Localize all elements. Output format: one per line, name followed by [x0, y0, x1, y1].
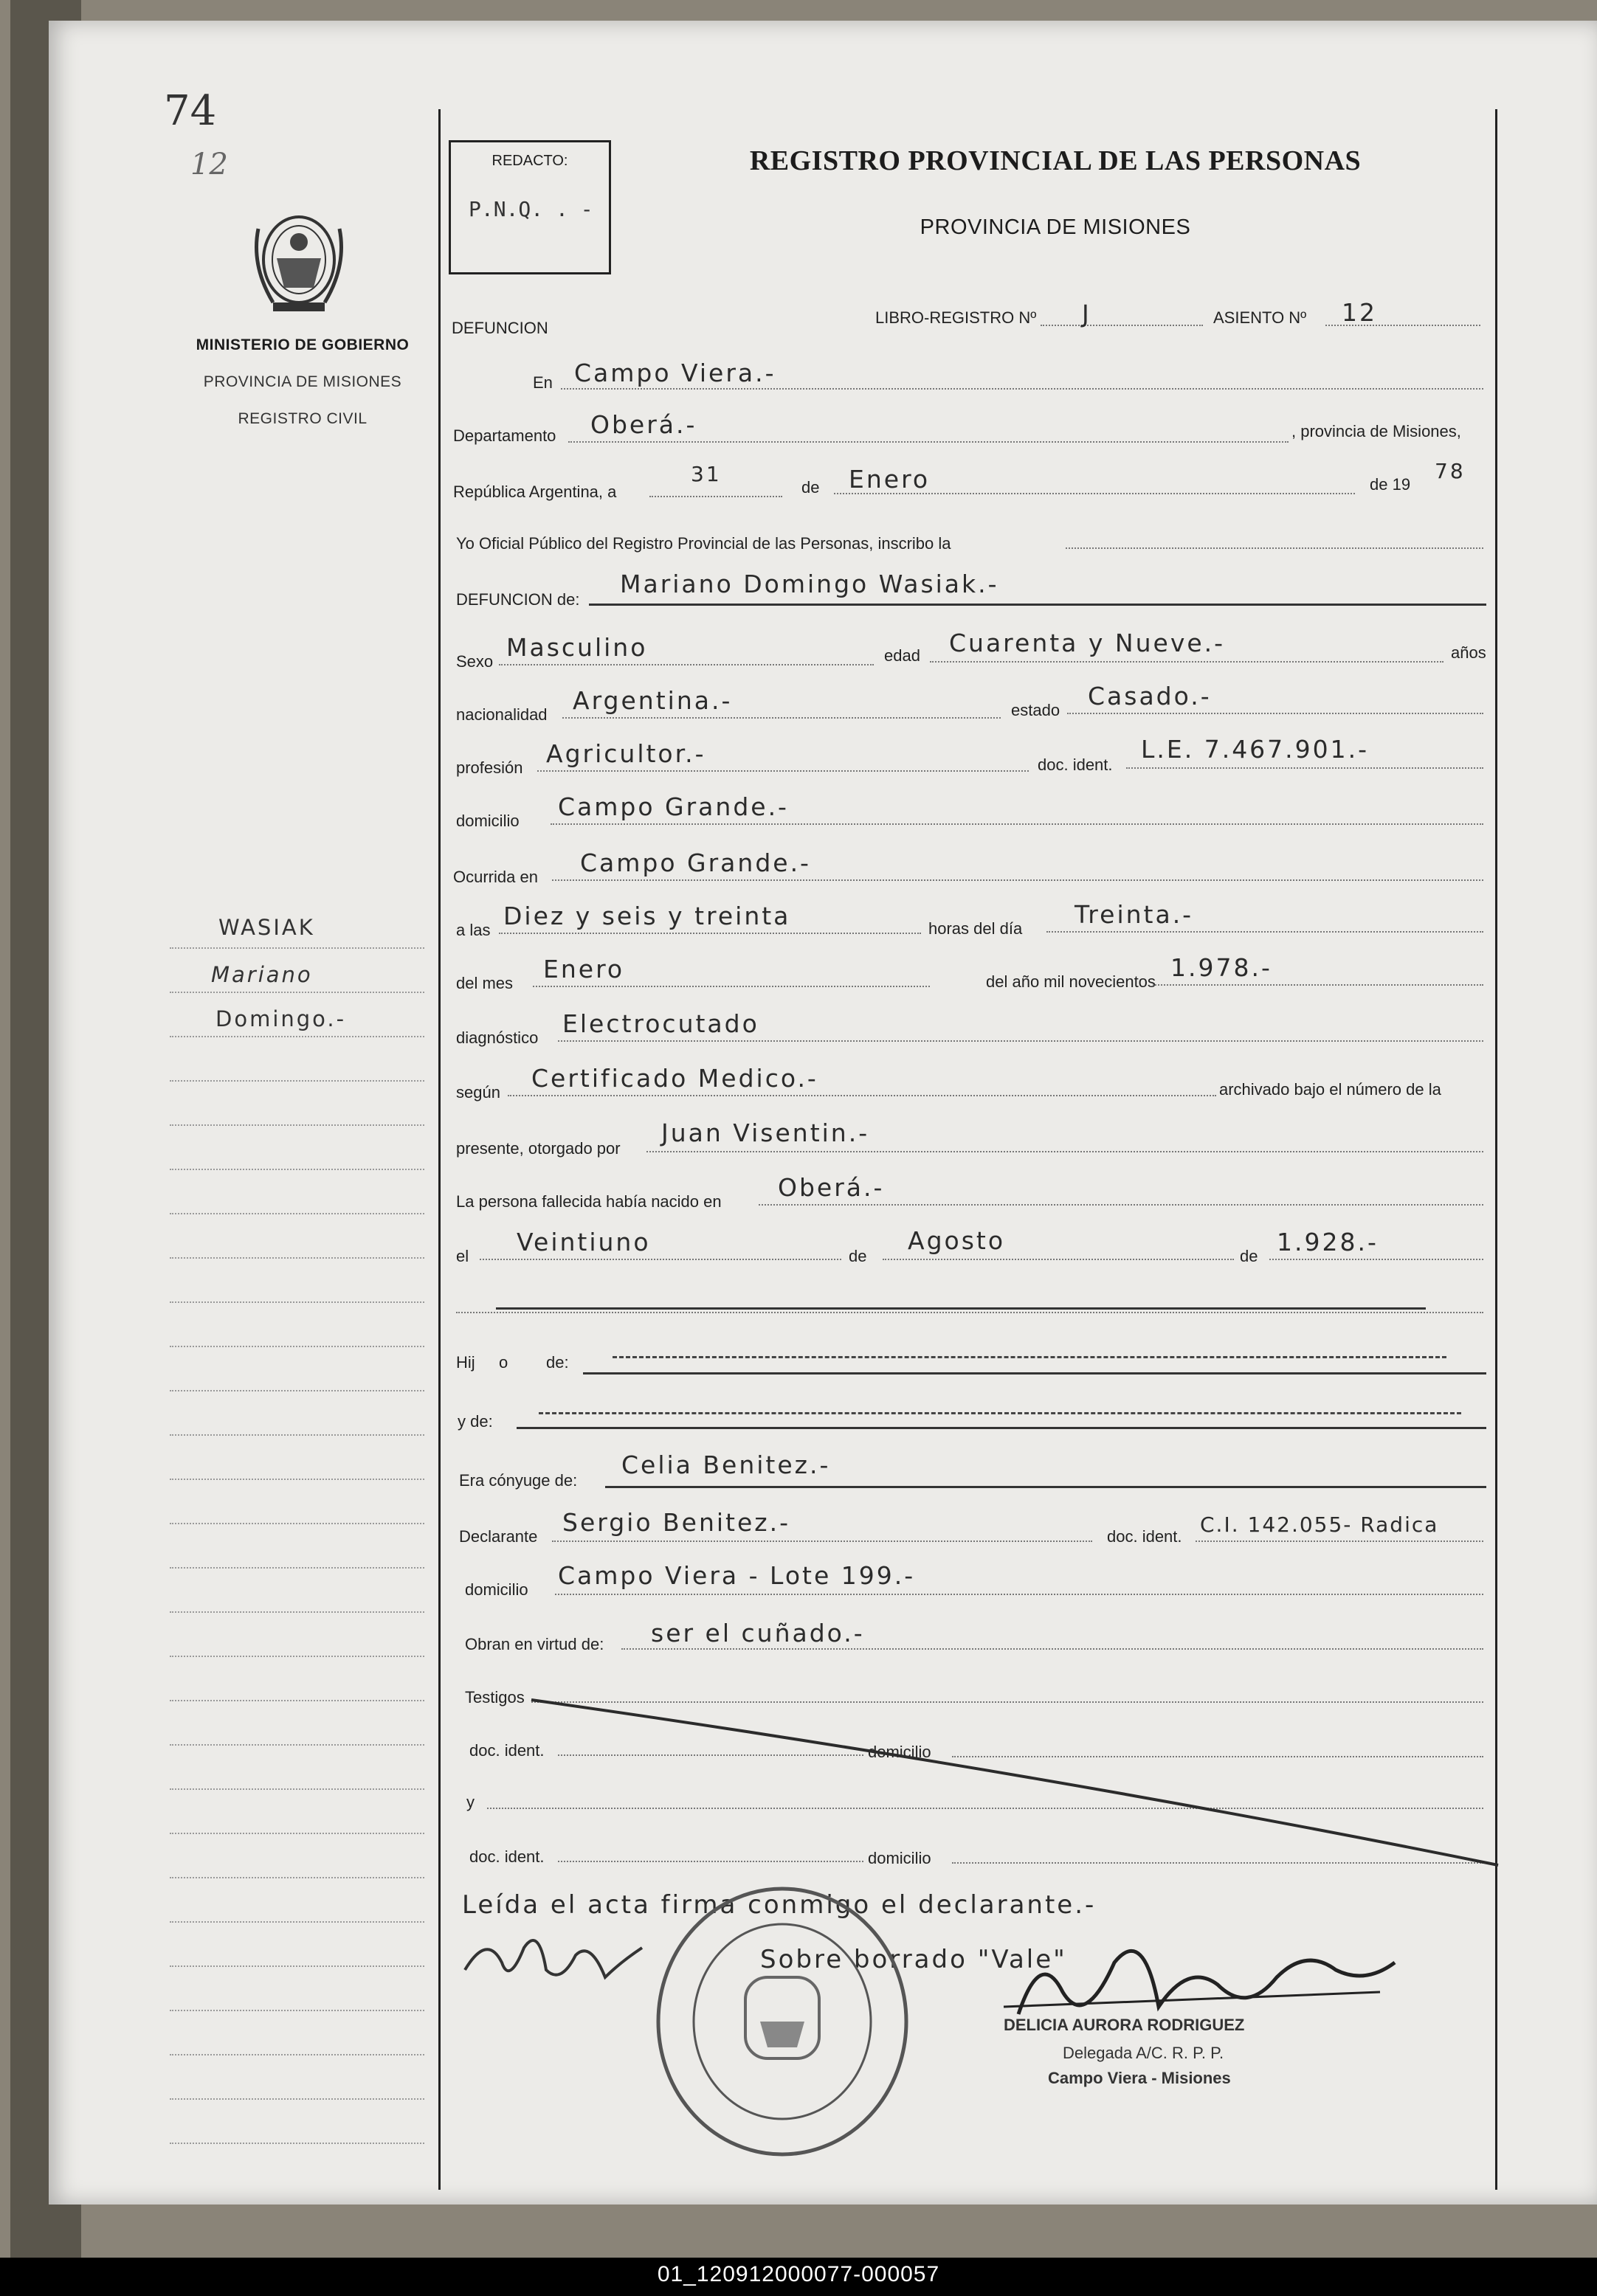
margin-rule [170, 1523, 424, 1524]
label-testigo2-domicilio: domicilio [868, 1849, 931, 1867]
nombre-value: Mariano Domingo Wasiak.- [620, 570, 999, 598]
nacionalidad-value: Argentina.- [573, 686, 733, 715]
label-doc-ident: doc. ident. [1038, 755, 1113, 774]
label-en: En [533, 373, 553, 392]
label-segun: según [456, 1083, 500, 1102]
anio-muerte-value: 1.978.- [1170, 953, 1272, 982]
ministry-title: MINISTERIO DE GOBIERNO [196, 336, 410, 353]
nacido-en-value: Oberá.- [778, 1173, 885, 1202]
official-role: Delegada A/C. R. P. P. [1063, 2044, 1224, 2062]
label-a-las: a las [456, 921, 491, 939]
label-declarante: Declarante [459, 1527, 538, 1546]
leida-text: Leída el acta firma conmigo el declarante.- [462, 1890, 1097, 1920]
margin-given1: Mariano [211, 962, 313, 987]
label-defuncion-type: DEFUNCION [452, 319, 548, 337]
label-edad: edad [884, 646, 920, 665]
margin-rule [170, 1346, 424, 1347]
dia-value: 31 [691, 462, 722, 486]
label-conyuge: Era cónyuge de: [459, 1471, 578, 1490]
conyuge-value: Celia Benitez.- [621, 1450, 831, 1479]
margin-rule [170, 2098, 424, 2100]
label-declarante-doc: doc. ident. [1107, 1527, 1182, 1546]
label-diagnostico: diagnóstico [456, 1028, 539, 1047]
label-de-year: de 19 [1370, 475, 1411, 494]
official-name: DELICIA AURORA RODRIGUEZ [1004, 2016, 1245, 2034]
margin-rule [170, 1301, 424, 1303]
declarante-domicilio-value: Campo Viera - Lote 199.- [558, 1561, 916, 1590]
otorgado-value: Juan Visentin.- [661, 1118, 870, 1147]
margin-rule [170, 1169, 424, 1170]
label-asiento: ASIENTO Nº [1213, 308, 1307, 327]
label-profesion: profesión [456, 758, 523, 777]
profesion-value: Agricultor.- [546, 739, 706, 768]
obran-value: ser el cuñado.- [651, 1619, 865, 1647]
libro-value: J [1082, 300, 1091, 328]
label-hij: Hij [456, 1353, 475, 1372]
label-testigo1-domicilio: domicilio [868, 1743, 931, 1761]
label-y-de: y de: [458, 1412, 493, 1431]
margin-rule [170, 1833, 424, 1834]
label-de-nac-year: de [1240, 1247, 1258, 1265]
margin-rule [170, 1877, 424, 1878]
margin-rule [170, 1656, 424, 1657]
margin-rule [170, 1036, 424, 1037]
label-declarante-domicilio: domicilio [465, 1580, 528, 1599]
label-de: de [801, 478, 820, 497]
redacto-label: REDACTO: [491, 153, 568, 169]
margin-rule [170, 1434, 424, 1436]
margin-rule [170, 1744, 424, 1746]
declarante-doc-value: C.I. 142.055- Radica [1200, 1512, 1439, 1537]
nac-mes-value: Agosto [908, 1226, 1006, 1255]
doc-ident-value: L.E. 7.467.901.- [1141, 735, 1370, 764]
margin-rule [170, 1788, 424, 1790]
hij-suffix: o [499, 1353, 508, 1372]
label-testigo2-doc: doc. ident. [469, 1847, 545, 1866]
edad-value: Cuarenta y Nueve.- [949, 629, 1226, 657]
margin-rule [170, 1965, 424, 1967]
margin-rule [170, 1390, 424, 1391]
label-nacionalidad: nacionalidad [456, 705, 548, 724]
margin-rule [170, 1257, 424, 1259]
label-de-nac: de [849, 1247, 867, 1265]
label-del-ano: del año mil novecientos [986, 972, 1156, 991]
margin-rule [170, 1479, 424, 1480]
margin-rule [170, 1080, 424, 1082]
departamento-value: Oberá.- [590, 410, 697, 439]
label-hij-de: de: [546, 1353, 569, 1372]
asiento-value: 12 [1342, 298, 1377, 327]
mes-value: Enero [849, 465, 931, 494]
redacto-value: P.N.Q. . - [469, 197, 593, 221]
margin-rule [170, 1611, 424, 1613]
margin-surname: WASIAK [218, 915, 315, 940]
label-provincia-suffix: , provincia de Misiones, [1291, 422, 1461, 440]
margin-rule [170, 947, 424, 949]
label-libro-registro: LIBRO-REGISTRO Nº [875, 308, 1037, 327]
margin-given2: Domingo.- [215, 1006, 347, 1031]
anio-value: 78 [1435, 459, 1466, 483]
margin-rule [170, 992, 424, 993]
estado-value: Casado.- [1088, 682, 1212, 710]
image-identifier: 01_120912000077-000057 [657, 2262, 940, 2286]
label-horas-del-dia: horas del día [928, 919, 1023, 938]
label-el: el [456, 1247, 469, 1265]
label-sexo: Sexo [456, 652, 494, 671]
label-obran: Obran en virtud de: [465, 1635, 604, 1653]
margin-rule [170, 1124, 424, 1126]
segun-value: Certificado Medico.- [531, 1064, 818, 1093]
folio-number: 74 [164, 87, 217, 135]
hora-value: Diez y seis y treinta [503, 902, 791, 930]
dia-muerte-value: Treinta.- [1075, 900, 1194, 929]
declarante-value: Sergio Benitez.- [562, 1508, 791, 1537]
label-y: y [466, 1793, 475, 1811]
label-anos: años [1451, 643, 1486, 662]
mes-muerte-value: Enero [543, 955, 625, 983]
nac-dia-value: Veintiuno [517, 1228, 651, 1256]
diagnostico-value: Electrocutado [562, 1009, 759, 1038]
official-seal-stamp [642, 1874, 922, 2169]
official-place: Campo Viera - Misiones [1048, 2069, 1231, 2087]
domicilio-value: Campo Grande.- [558, 792, 789, 821]
margin-rule [170, 1213, 424, 1214]
label-testigos: Testigos [465, 1688, 525, 1707]
margin-rule [170, 2010, 424, 2011]
ocurrida-value: Campo Grande.- [580, 848, 811, 877]
registry-subtitle: PROVINCIA DE MISIONES [920, 215, 1191, 239]
label-defuncion-de: DEFUNCION de: [456, 590, 580, 609]
margin-rule [170, 2054, 424, 2055]
margin-rule [170, 1921, 424, 1923]
label-republica: República Argentina, a [453, 483, 617, 501]
sobre-borrado-text: Sobre borrado "Vale" [760, 1945, 1067, 1974]
margin-rule [170, 2143, 424, 2144]
registry-title: REGISTRO PROVINCIAL DE LAS PERSONAS [749, 145, 1362, 176]
label-presente: presente, otorgado por [456, 1139, 621, 1158]
margin-rule [170, 1700, 424, 1701]
label-estado: estado [1011, 701, 1060, 719]
folio-sub: 12 [190, 148, 228, 181]
sexo-value: Masculino [506, 633, 648, 662]
label-domicilio: domicilio [456, 812, 520, 830]
lugar-value: Campo Viera.- [574, 359, 776, 387]
label-testigo1-doc: doc. ident. [469, 1741, 545, 1760]
label-ocurrida: Ocurrida en [453, 868, 538, 886]
label-persona-nacido: La persona fallecida había nacido en [456, 1192, 722, 1211]
label-del-mes: del mes [456, 974, 514, 992]
margin-rule [170, 1567, 424, 1569]
ministry-office: REGISTRO CIVIL [238, 410, 368, 427]
label-archivado: archivado bajo el número de la [1219, 1080, 1441, 1099]
label-departamento: Departamento [453, 426, 556, 445]
nac-anio-value: 1.928.- [1277, 1228, 1379, 1256]
label-oficial: Yo Oficial Público del Registro Provincial de las Personas, inscribo la [456, 534, 951, 553]
ministry-province: PROVINCIA DE MISIONES [203, 373, 402, 390]
